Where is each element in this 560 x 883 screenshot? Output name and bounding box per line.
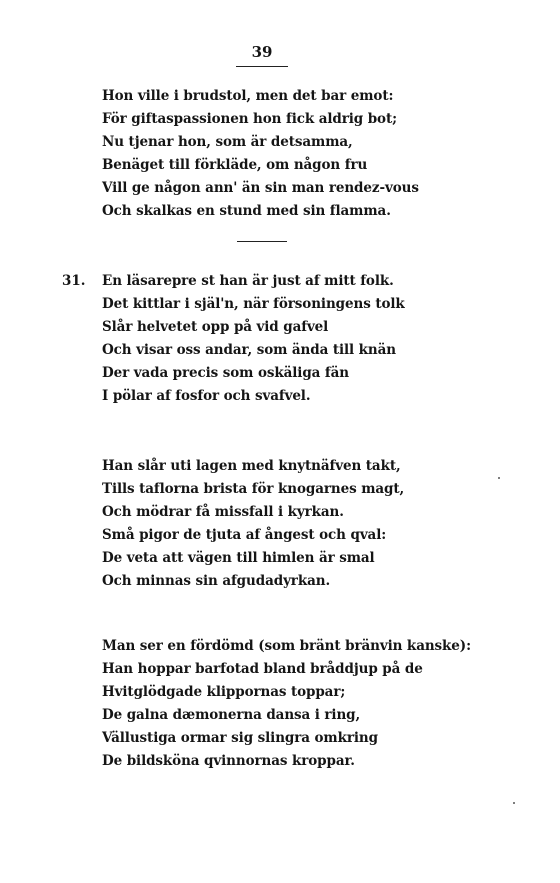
verse-line: För giftaspassionen hon fick aldrig bot; (102, 111, 397, 127)
stanza (102, 85, 419, 223)
verse-line: Tills taflorna brista för knogarnes magt, (102, 481, 405, 497)
verse-line: Och skalkas en stund med sin flamma. (102, 203, 391, 219)
verse-line: Benäget till förkläde, om någon fru (102, 157, 368, 173)
verse-line: De galna dæmonerna dansa i ring, (102, 707, 361, 723)
stanza (102, 455, 404, 593)
verse-line: I pölar af fosfor och svafvel. (102, 388, 311, 404)
verse-line: Nu tjenar hon, som är detsamma, (102, 134, 353, 150)
verse-line: De veta att vägen till himlen är smal (102, 550, 375, 566)
verse-line: Små pigor de tjuta af ångest och qval: (102, 527, 387, 543)
page-number: 39 (251, 43, 273, 61)
verse-line: Han hoppar barfotad bland bråddjup på de (102, 661, 423, 677)
verse-line: Vill ge någon ann' än sin man rendez-vous (102, 180, 419, 196)
verse-line: Och mödrar få missfall i kyrkan. (102, 504, 344, 520)
verse-line: En läsarepre st han är just af mitt folk. (102, 273, 394, 289)
stanza-number: 31. (62, 273, 86, 289)
verse-line: Hon ville i brudstol, men det bar emot: (102, 88, 394, 104)
stanza (102, 270, 405, 408)
page-number-rule (236, 66, 288, 67)
stanza (102, 635, 471, 773)
verse-line: Det kittlar i själ'n, när försoningens tolk (102, 296, 405, 312)
verse-line: De bildsköna qvinnornas kroppar. (102, 753, 355, 769)
verse-line: Vällustiga ormar sig slingra omkring (102, 730, 378, 746)
verse-line: Han slår uti lagen med knytnäfven takt, (102, 458, 401, 474)
section-divider (237, 241, 287, 242)
verse-line: Slår helvetet opp på vid gafvel (102, 319, 329, 335)
verse-line: Och minnas sin afgudadyrkan. (102, 573, 331, 589)
verse-line: Och visar oss andar, som ända till knän (102, 342, 397, 358)
verse-line: Hvitglödgade klippornas toppar; (102, 684, 346, 700)
paper-speck (498, 477, 500, 479)
verse-line: Man ser en fördömd (som bränt bränvin kanske): (102, 638, 471, 654)
paper-speck (513, 802, 515, 804)
verse-line: Der vada precis som oskäliga fän (102, 365, 349, 381)
